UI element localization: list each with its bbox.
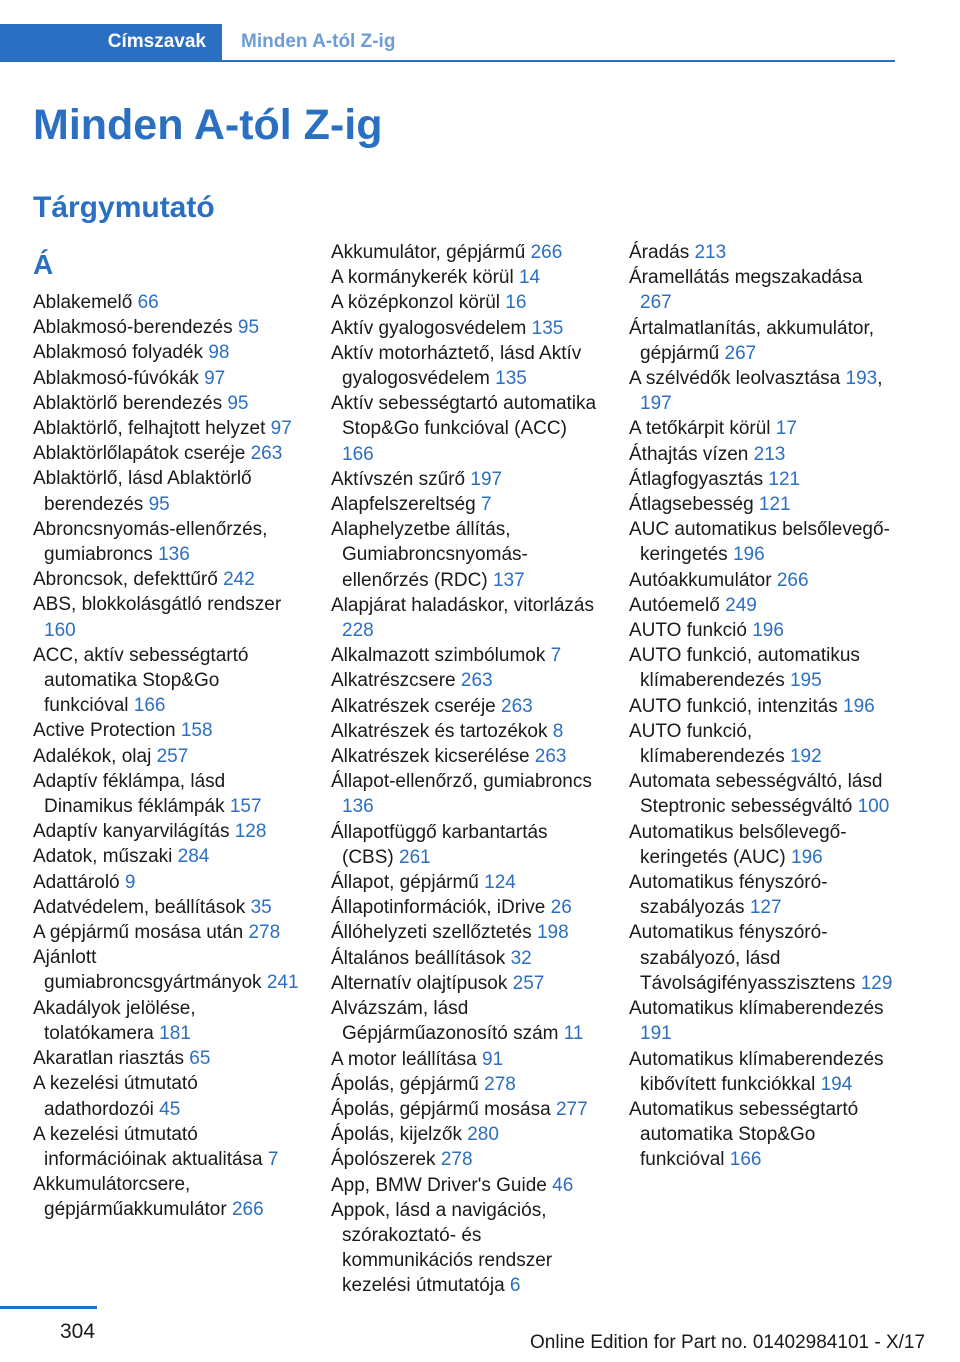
page-link[interactable]: 196 bbox=[732, 544, 765, 566]
index-entry-text: Abroncsok, defekttűrő bbox=[33, 569, 224, 591]
page-link[interactable]: 128 bbox=[234, 821, 267, 843]
index-entry-text: A kormánykerék körül bbox=[331, 267, 519, 289]
index-entry-text: A középkonzol körül bbox=[331, 292, 506, 314]
page-link[interactable]: 166 bbox=[133, 695, 166, 717]
index-entry bbox=[331, 1122, 601, 1147]
page-link[interactable]: 160 bbox=[44, 619, 76, 641]
index-entry-text: Állapot, gépjármű bbox=[331, 872, 485, 894]
index-entry-text: Automatikus belsőlevegő-keringetés (AUC) bbox=[629, 821, 847, 868]
index-entry bbox=[629, 416, 899, 441]
index-entry-text: Ablakmosó-berendezés bbox=[33, 317, 238, 339]
index-entry bbox=[629, 568, 899, 593]
index-entry: A szélvédők leolvasztása 193, 197 bbox=[629, 368, 883, 415]
index-entry bbox=[629, 820, 899, 870]
page-link[interactable]: 266 bbox=[776, 569, 809, 591]
page-link[interactable]: 261 bbox=[399, 846, 431, 868]
page-link[interactable]: 193 bbox=[845, 368, 878, 390]
index-entry-text: Állapotfüggő karbantartás (CBS) bbox=[331, 821, 548, 868]
index-entry bbox=[33, 920, 303, 945]
index-entry bbox=[331, 694, 601, 719]
page-link[interactable]: 124 bbox=[484, 872, 516, 894]
page-link[interactable]: 14 bbox=[518, 267, 541, 289]
index-entry bbox=[629, 719, 899, 769]
index-entry-text: Abroncsnyomás-ellenőrzés, gumiabroncs bbox=[33, 518, 268, 566]
page-link[interactable]: 136 bbox=[342, 796, 374, 818]
index-entry-text: Ablakemelő bbox=[33, 292, 138, 313]
index-entry bbox=[33, 391, 303, 416]
index-entry-text: Adattároló bbox=[33, 871, 125, 893]
index-entry bbox=[331, 820, 601, 870]
page-link[interactable]: 278 bbox=[248, 922, 281, 944]
index-column-1 bbox=[33, 240, 303, 1223]
page-link[interactable]: 121 bbox=[758, 494, 791, 516]
index-entry-text: A kezelési útmutató információinak aktualitása bbox=[33, 1123, 268, 1170]
index-entry bbox=[331, 870, 601, 895]
page-link[interactable]: 16 bbox=[505, 292, 527, 314]
page-link[interactable]: 267 bbox=[724, 342, 757, 364]
index-entry bbox=[33, 315, 303, 340]
page-link[interactable]: 197 bbox=[640, 393, 672, 415]
page-link[interactable]: 137 bbox=[492, 569, 525, 591]
page-link[interactable]: 195 bbox=[789, 670, 822, 692]
index-entry-text: Akadályok jelölése, tolatókamera bbox=[33, 997, 196, 1044]
index-entry-text: A kezelési útmutató adathordozói bbox=[33, 1073, 198, 1120]
page-link[interactable]: 196 bbox=[791, 846, 823, 868]
page-link[interactable]: 278 bbox=[484, 1073, 516, 1095]
index-entry-text: Ablaktörlő, felhajtott helyzet bbox=[33, 418, 271, 440]
index-entry-text: Alkatrészek és tartozékok bbox=[331, 720, 553, 742]
page-link[interactable]: 241 bbox=[266, 972, 299, 994]
page-link[interactable]: 181 bbox=[159, 1022, 191, 1044]
page-link[interactable]: 121 bbox=[768, 468, 801, 490]
page-title: Minden A-tól Z-ig bbox=[33, 101, 383, 149]
page-link[interactable]: 91 bbox=[482, 1048, 504, 1070]
page-link[interactable]: 198 bbox=[536, 922, 569, 944]
index-entry-text: Állóhelyzeti szellőztetés bbox=[331, 922, 537, 944]
page-link[interactable]: 17 bbox=[775, 418, 797, 440]
index-entry-text: Alapfelszereltség bbox=[331, 494, 481, 516]
page-link[interactable]: 135 bbox=[531, 317, 564, 339]
tab-cimszavak[interactable]: Címszavak bbox=[0, 24, 222, 60]
index-entry-text: Ablaktörlő, lásd Ablaktörlő berendezés bbox=[33, 468, 252, 515]
page-link[interactable]: 196 bbox=[752, 620, 784, 642]
page-link[interactable]: 192 bbox=[789, 746, 822, 768]
index-entry-text: Appok, lásd a navigációs, szórakoztató- és kommunikációs rendszer kezelési útmutatója bbox=[331, 1199, 553, 1297]
index-entry bbox=[33, 290, 303, 315]
index-entry bbox=[331, 593, 601, 643]
tab-minden-a-tol-z-ig[interactable]: Minden A-tól Z-ig bbox=[241, 31, 396, 52]
page-link[interactable]: 100 bbox=[857, 796, 890, 818]
page-link[interactable]: 257 bbox=[156, 745, 189, 767]
page-link[interactable]: 158 bbox=[180, 720, 213, 742]
index-entry bbox=[629, 920, 899, 996]
index-entry bbox=[331, 996, 601, 1046]
index-entry-text: Ápolás, gépjármű bbox=[331, 1073, 485, 1095]
index-entry bbox=[629, 1097, 899, 1173]
page-link[interactable]: 267 bbox=[640, 292, 672, 314]
index-entry bbox=[33, 366, 303, 391]
index-entry-text: Ápolás, gépjármű mosása bbox=[331, 1098, 556, 1120]
page-link[interactable]: 66 bbox=[137, 292, 159, 313]
index-entry bbox=[33, 517, 303, 567]
index-entry-text: Automatikus klímaberendezés kibővített funkciókkal bbox=[629, 1048, 884, 1095]
index-entry bbox=[33, 718, 303, 743]
page-link[interactable]: 26 bbox=[550, 897, 572, 919]
index-entry bbox=[629, 694, 899, 719]
index-entry-text: Autóakkumulátor bbox=[629, 569, 777, 591]
index-entry-text: Ajánlott gumiabroncsgyártmányok bbox=[33, 947, 267, 994]
page-link[interactable]: 98 bbox=[208, 342, 230, 364]
index-entry-text: Automatikus fényszóró-szabályozó, lásd Távolságifényasszisztens bbox=[629, 922, 861, 994]
page-link[interactable]: 136 bbox=[158, 544, 190, 566]
index-entry-text: Állapot-ellenőrző, gumiabroncs bbox=[331, 771, 592, 793]
index-entry bbox=[33, 844, 303, 869]
index-entry-text: Áramellátás megszakadása bbox=[629, 267, 863, 289]
page-link[interactable]: 249 bbox=[725, 594, 757, 616]
index-entry bbox=[33, 466, 303, 516]
index-entry-text: Aktív gyalogosvédelem bbox=[331, 317, 532, 339]
index-entry-text: ACC, aktív sebességtartó automatika Stop&Go funkcióval bbox=[33, 644, 249, 717]
index-entry bbox=[331, 1047, 601, 1072]
index-entry bbox=[331, 265, 601, 290]
page-link[interactable]: 129 bbox=[860, 972, 893, 994]
index-entry-text: Ablakmosó folyadék bbox=[33, 342, 209, 364]
index-entry bbox=[331, 316, 601, 341]
index-entry-text: A tetőkárpit körül bbox=[629, 418, 776, 440]
page-link[interactable]: 166 bbox=[729, 1149, 762, 1171]
page-link[interactable]: 97 bbox=[204, 367, 226, 389]
index-entry-text: Automatikus sebességtartó automatika Stop&Go funkcióval bbox=[629, 1098, 859, 1171]
index-entry-text: Áradás bbox=[629, 242, 695, 263]
page-link[interactable]: 284 bbox=[177, 846, 210, 868]
index-entry bbox=[629, 492, 899, 517]
page-link[interactable]: 228 bbox=[342, 620, 374, 642]
index-entry bbox=[629, 265, 899, 315]
index-entry-text: AUTO funkció, intenzitás bbox=[629, 695, 844, 717]
page-link[interactable]: 166 bbox=[342, 443, 374, 465]
index-entry bbox=[331, 1173, 601, 1198]
index-entry bbox=[33, 895, 303, 920]
page-link[interactable]: 95 bbox=[148, 493, 170, 515]
index-entry-text: Ártalmatlanítás, akkumulátor, gépjármű bbox=[629, 317, 874, 364]
index-entry-text: Alternatív olajtípusok bbox=[331, 972, 513, 994]
index-entry bbox=[331, 492, 601, 517]
page-link[interactable]: 277 bbox=[555, 1098, 588, 1120]
index-entry bbox=[331, 1072, 601, 1097]
index-entry-text: ABS, blokkolásgátló rendszer bbox=[33, 594, 282, 616]
page-link[interactable]: 7 bbox=[267, 1148, 279, 1170]
index-entry bbox=[331, 920, 601, 945]
index-entry bbox=[33, 441, 303, 466]
index-entry bbox=[331, 946, 601, 971]
index-entry bbox=[629, 643, 899, 693]
index-entry-text: AUC automatikus belsőlevegő-keringetés bbox=[629, 519, 890, 566]
page-link[interactable]: 135 bbox=[495, 368, 527, 390]
index-letter: Á bbox=[33, 249, 54, 280]
index-entry-text: Alvázszám, lásd Gépjárműazonosító szám bbox=[331, 998, 564, 1045]
page-link[interactable]: 263 bbox=[501, 695, 533, 717]
index-entry-text: Ápolás, kijelzők bbox=[331, 1124, 468, 1146]
page-link[interactable]: 35 bbox=[250, 896, 272, 918]
index-entry bbox=[331, 668, 601, 693]
index-entry-text: A szélvédők leolvasztása bbox=[629, 368, 846, 390]
page-link[interactable]: 194 bbox=[820, 1073, 853, 1095]
page-link[interactable]: 263 bbox=[250, 443, 283, 465]
index-entry-text: A motor leállítása bbox=[331, 1048, 483, 1070]
index-entry bbox=[331, 467, 601, 492]
page-link[interactable]: 278 bbox=[440, 1149, 473, 1171]
index-entry bbox=[33, 1172, 303, 1222]
index-entry-text: Automatikus fényszóró-szabályozás bbox=[629, 872, 828, 919]
index-entry-text: Ápolószerek bbox=[331, 1149, 441, 1171]
section-title: Tárgymutató bbox=[33, 191, 215, 224]
index-entry-text: AUTO funkció, klímaberendezés bbox=[629, 720, 790, 768]
index-entry-text: Alkatrészcsere bbox=[331, 670, 461, 692]
index-entry bbox=[33, 945, 303, 995]
page-link[interactable]: 127 bbox=[749, 897, 782, 919]
page-link[interactable]: 191 bbox=[640, 1023, 672, 1045]
index-entry bbox=[33, 996, 303, 1046]
index-entry-text: Adaptív kanyarvilágítás bbox=[33, 821, 235, 843]
index-entry-text: Áthajtás vízen bbox=[629, 443, 754, 465]
page-link[interactable]: 7 bbox=[550, 645, 562, 667]
page-link[interactable]: 97 bbox=[270, 418, 292, 440]
index-entry-text: Automata sebességváltó, lásd Steptronic sebességváltó bbox=[629, 771, 883, 818]
index-entry-text: Alapjárat haladáskor, vitorlázás bbox=[331, 594, 594, 616]
index-entry-text: Alkatrészek cseréje bbox=[331, 695, 502, 717]
index-entry-text: AUTO funkció bbox=[629, 620, 753, 642]
index-entry bbox=[33, 1046, 303, 1071]
index-entry bbox=[331, 1198, 601, 1299]
index-entry-text: Akaratlan riasztás bbox=[33, 1048, 190, 1070]
index-entry bbox=[331, 240, 601, 265]
index-entry-text: Általános beállítások bbox=[331, 947, 511, 969]
index-entry bbox=[33, 744, 303, 769]
index-entry bbox=[629, 996, 899, 1046]
index-entry-text: App, BMW Driver's Guide bbox=[331, 1174, 553, 1196]
index-entry bbox=[331, 895, 601, 920]
page-link[interactable]: 257 bbox=[512, 972, 545, 994]
index-entry bbox=[331, 290, 601, 315]
index-entry-text: Aktív motorháztető, lásd Aktív gyalogosvédelem bbox=[331, 342, 582, 390]
index-entry bbox=[33, 870, 303, 895]
page-link[interactable]: 266 bbox=[231, 1199, 264, 1221]
index-entry-text: A gépjármű mosása után bbox=[33, 922, 249, 944]
index-entry bbox=[331, 769, 601, 819]
index-entry bbox=[331, 971, 601, 996]
index-entry-text: Akkumulátor, gépjármű bbox=[331, 242, 531, 263]
page-link[interactable]: 32 bbox=[510, 947, 532, 969]
index-entry-text: Adatok, műszaki bbox=[33, 846, 178, 868]
page-link[interactable]: 6 bbox=[509, 1275, 521, 1297]
index-entry bbox=[629, 240, 899, 265]
index-entry bbox=[33, 819, 303, 844]
page-link[interactable]: 7 bbox=[480, 494, 492, 516]
index-entry bbox=[331, 643, 601, 668]
page-link[interactable]: 45 bbox=[159, 1098, 181, 1120]
index-entry bbox=[33, 416, 303, 441]
index-entry-text: Adaptív féklámpa, lásd Dinamikus féklámpák bbox=[33, 770, 230, 818]
index-entry bbox=[331, 1147, 601, 1172]
index-entry bbox=[33, 1071, 303, 1121]
page-link[interactable]: 197 bbox=[470, 468, 503, 490]
index-entry-text: Adatvédelem, beállítások bbox=[33, 896, 251, 918]
index-entry bbox=[629, 316, 899, 366]
page-link[interactable]: 242 bbox=[223, 569, 255, 591]
index-entry bbox=[629, 593, 899, 618]
index-entry bbox=[331, 719, 601, 744]
index-entry bbox=[331, 1097, 601, 1122]
page-link[interactable]: 11 bbox=[563, 1023, 584, 1045]
page-link[interactable]: 280 bbox=[467, 1124, 499, 1146]
index-entry-text: Állapotinformációk, iDrive bbox=[331, 897, 551, 919]
index-entry-text: Ablaktörlő berendezés bbox=[33, 392, 228, 414]
page-link[interactable]: 95 bbox=[237, 317, 260, 339]
page-link[interactable]: 266 bbox=[530, 242, 563, 263]
index-entry-text: Alaphelyzetbe állítás, Gumiabroncsnyomás-ellenőrzés (RDC) bbox=[331, 519, 528, 591]
index-entry bbox=[331, 744, 601, 769]
index-entry bbox=[33, 1122, 303, 1172]
index-entry bbox=[33, 340, 303, 365]
page-link[interactable]: 9 bbox=[124, 871, 136, 893]
footer-rule bbox=[0, 1306, 97, 1309]
index-entry-text: Ablaktörlőlapátok cseréje bbox=[33, 443, 251, 465]
index-entry-text: Adalékok, olaj bbox=[33, 745, 157, 767]
index-entry-text: Ablakmosó-fúvókák bbox=[33, 367, 205, 389]
page-link[interactable]: 263 bbox=[460, 670, 493, 692]
index-entry-text: Átlagfogyasztás bbox=[629, 468, 769, 490]
index-column-3 bbox=[629, 240, 899, 1173]
index-entry bbox=[629, 769, 899, 819]
page-link[interactable]: 46 bbox=[552, 1174, 574, 1196]
index-entry-text: Átlagsebesség bbox=[629, 494, 759, 516]
index-entry bbox=[629, 467, 899, 492]
page-link[interactable]: 157 bbox=[229, 796, 262, 818]
index-entry bbox=[331, 391, 601, 467]
page-link[interactable]: 8 bbox=[552, 720, 564, 742]
index-entry-text: Automatikus klímaberendezés bbox=[629, 998, 884, 1020]
page-link[interactable]: 213 bbox=[753, 443, 786, 465]
index-entry bbox=[629, 1047, 899, 1097]
index-column-2 bbox=[331, 240, 601, 1299]
index-entry bbox=[629, 442, 899, 467]
index-entry-text: AUTO funkció, automatikus klímaberendezés bbox=[629, 645, 860, 692]
page-link[interactable]: 213 bbox=[694, 242, 727, 263]
index-entry-text: Active Protection bbox=[33, 720, 181, 742]
page-link[interactable]: 65 bbox=[189, 1048, 211, 1070]
page-link[interactable]: 95 bbox=[227, 392, 249, 414]
page-number: 304 bbox=[60, 1320, 96, 1343]
index-entry-text: Alkalmazott szimbólumok bbox=[331, 645, 551, 667]
header-tabs bbox=[0, 24, 895, 62]
index-entry bbox=[33, 592, 303, 642]
index-entry bbox=[33, 567, 303, 592]
index-entry-text: Akkumulátorcsere, gépjárműakkumulátor bbox=[33, 1174, 232, 1221]
page-link[interactable]: 196 bbox=[843, 695, 875, 717]
index-entry-text: Autóemelő bbox=[629, 594, 726, 616]
index-entry-text: Alkatrészek kicserélése bbox=[331, 746, 535, 768]
index-entry bbox=[33, 643, 303, 719]
page-link[interactable]: 263 bbox=[534, 746, 567, 768]
index-entry-text: Aktívszén szűrő bbox=[331, 468, 471, 490]
index-entry bbox=[33, 769, 303, 819]
index-entry-text: Aktív sebességtartó automatika Stop&Go funkcióval (ACC) bbox=[331, 393, 597, 440]
index-entry bbox=[331, 341, 601, 391]
footer-edition: Online Edition for Part no. 01402984101 - X/17 bbox=[530, 1332, 926, 1353]
index-entry bbox=[629, 517, 899, 567]
index-entry bbox=[629, 618, 899, 643]
index-entry bbox=[331, 517, 601, 593]
index-entry bbox=[629, 870, 899, 920]
